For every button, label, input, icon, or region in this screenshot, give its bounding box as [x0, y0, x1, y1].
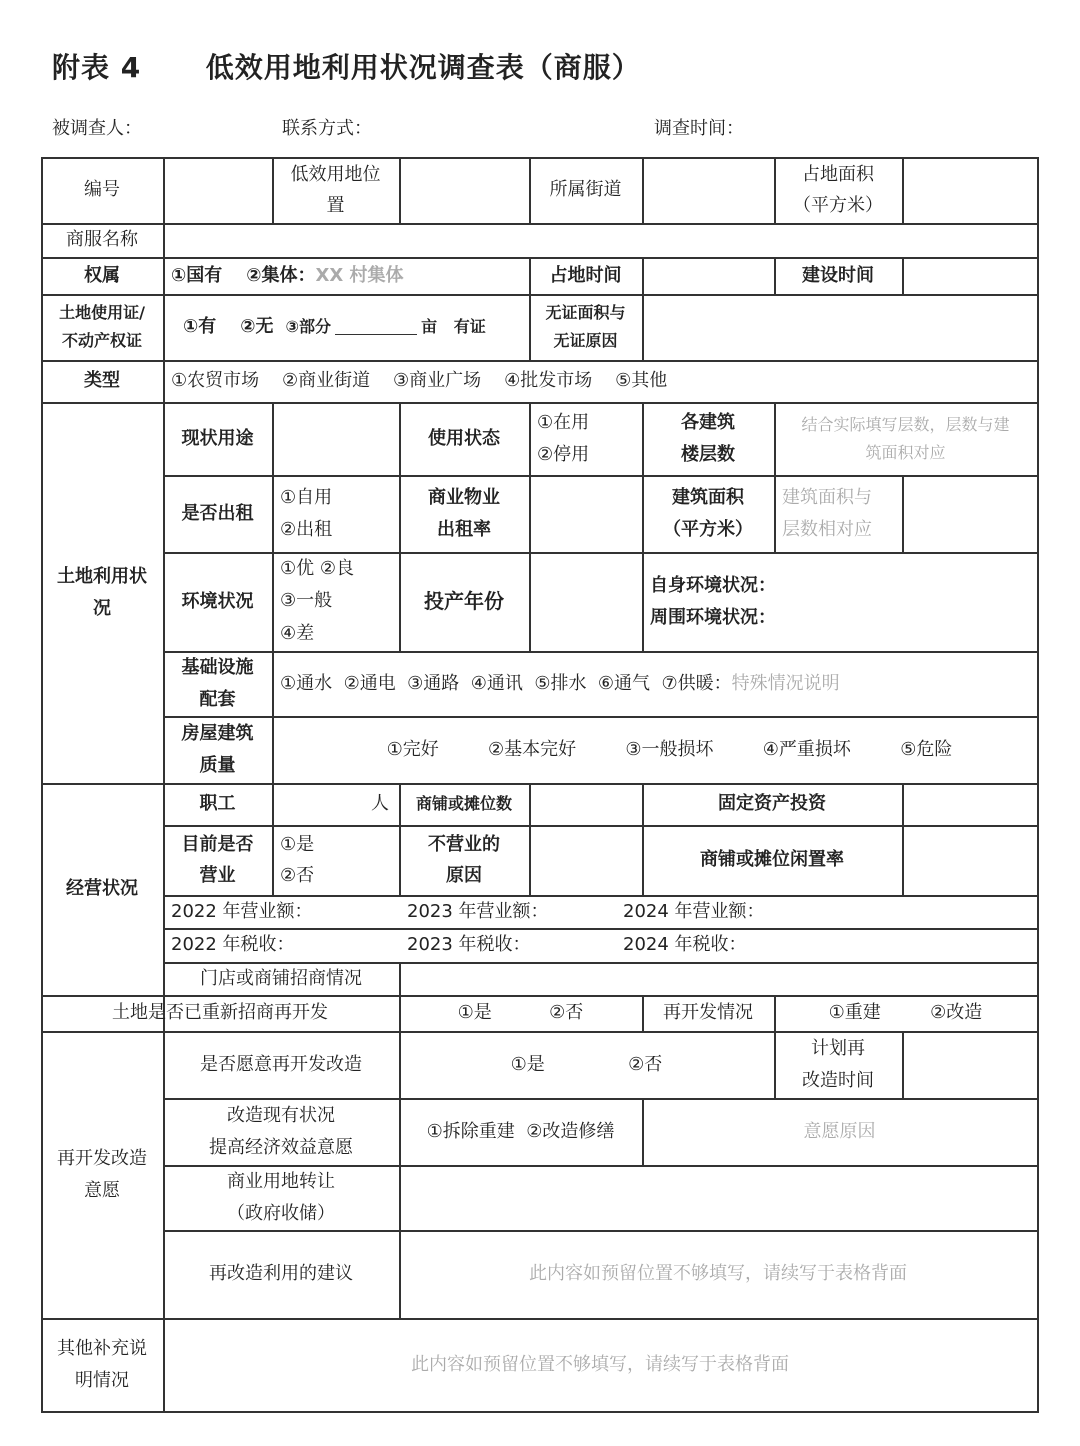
rent-rate-field[interactable] [529, 475, 642, 552]
quality-options[interactable] [272, 716, 1037, 783]
tax-2023[interactable]: 2023 年税收： [407, 934, 531, 956]
plan-time-field[interactable] [902, 1031, 1037, 1098]
floors-hint[interactable]: 结合实际填写层数，层数与建 筑面积对应 [801, 414, 1010, 462]
transfer-field[interactable] [399, 1165, 1037, 1230]
ownership-state[interactable]: ①国有 [171, 264, 223, 286]
env-detail[interactable]: 自身环境状况： 周围环境状况： [650, 575, 776, 628]
street-field[interactable] [642, 157, 774, 223]
infra-options[interactable] [272, 651, 1037, 716]
env-label: 环境状况 [181, 590, 254, 612]
cert-label: 土地使用证/ 不动产权证 [59, 303, 145, 350]
prod-year-label: 投产年份 [424, 589, 504, 613]
occupy-time-field[interactable] [642, 257, 774, 294]
use-status-options[interactable]: ①在用 ②停用 [537, 412, 590, 465]
shops-label: 商铺或摊位数 [415, 794, 512, 813]
cert-no[interactable]: ②无 [240, 316, 274, 338]
leasing-label: 门店或商铺招商情况 [200, 967, 362, 989]
redev-status-options[interactable] [774, 995, 1037, 1031]
asset-label: 固定资产投资 [718, 793, 826, 815]
other-label: 其他补充说 明情况 [57, 1338, 147, 1391]
survey-time-label: 调查时间： [654, 118, 744, 139]
tax-2024[interactable]: 2024 年税收： [623, 934, 747, 956]
infra-opts-text: ①通水 ②通电 ③通路 ④通讯 ⑤排水 ⑥通气 ⑦供暖： [280, 672, 732, 694]
infra-hint: 特殊情况说明 [731, 672, 840, 694]
env-options[interactable]: ①优 ②良 ③一般 ④差 [280, 557, 354, 644]
survey-table [41, 157, 1038, 1411]
build-time-label: 建设时间 [802, 264, 874, 286]
asset-field[interactable] [902, 783, 1037, 825]
transfer-label: 商业用地转让 （政府收储） [227, 1171, 335, 1224]
page-title: 附表 4 低效用地利用状况调查表（商服） [52, 51, 641, 84]
quality-opt4[interactable]: ④严重损坏 [762, 738, 851, 760]
occupy-time-label: 占地时间 [549, 264, 622, 286]
prod-year-field[interactable] [529, 552, 642, 651]
type-options[interactable]: ①农贸市场 ②商业街道 ③商业广场 ④批发市场 ⑤其他 [171, 370, 668, 392]
respondent-label: 被调查人： [52, 118, 142, 139]
staff-field[interactable]: 人 [371, 793, 389, 815]
current-use-label: 现状用途 [181, 427, 254, 449]
willing-no[interactable]: ②否 [628, 1053, 663, 1075]
rented-label: 是否出租 [181, 502, 254, 524]
ownership-hint: XX 村集体 [315, 264, 404, 286]
cert-options[interactable] [163, 294, 529, 360]
quality-opt5[interactable]: ⑤危险 [900, 738, 953, 760]
reason-hint[interactable]: 意愿原因 [803, 1120, 876, 1142]
advice-label: 再改造利用的建议 [209, 1263, 353, 1285]
id-field[interactable] [163, 157, 272, 223]
other-hint[interactable]: 此内容如预留位置不够填写，请续写于表格背面 [411, 1353, 789, 1375]
redev-status-label: 再开发情况 [663, 1002, 753, 1024]
improve-label: 改造现有状况 提高经济效益意愿 [209, 1105, 353, 1158]
redev-question: 土地是否已重新招商再开发 [112, 1002, 328, 1024]
willing-label: 再开发改造 意愿 [57, 1148, 147, 1201]
closed-reason-label: 不营业的 原因 [428, 833, 500, 886]
redev-options[interactable] [399, 995, 642, 1031]
operation-label: 经营状况 [66, 878, 138, 900]
improve-options[interactable]: ①拆除重建 ②改造修缮 [426, 1120, 615, 1142]
redev-rebuild[interactable]: ①重建 [828, 1002, 881, 1024]
quality-label: 房屋建筑 质量 [181, 723, 254, 776]
biz-name-field[interactable] [163, 223, 1037, 257]
street-label: 所属街道 [549, 179, 622, 201]
floors-label: 各建筑 楼层数 [681, 412, 735, 465]
nocert-field[interactable] [642, 294, 1037, 360]
redev-yes[interactable]: ①是 [457, 1002, 492, 1024]
redev-renovate[interactable]: ②改造 [930, 1002, 983, 1024]
quality-opt3[interactable]: ③一般损坏 [625, 738, 714, 760]
build-time-field[interactable] [902, 257, 1037, 294]
build-area-field[interactable] [902, 475, 1037, 552]
plan-time-label: 计划再 改造时间 [802, 1038, 874, 1091]
open-label: 目前是否 营业 [181, 833, 254, 886]
build-area-hint[interactable]: 建筑面积与 层数相对应 [782, 487, 872, 540]
quality-opt2[interactable]: ②基本完好 [488, 738, 577, 760]
vacancy-field[interactable] [902, 825, 1037, 895]
willing-yes[interactable]: ①是 [510, 1053, 545, 1075]
rented-options[interactable]: ①自用 ②出租 [280, 487, 333, 540]
rent-rate-label: 商业物业 出租率 [428, 487, 500, 540]
quality-opt1[interactable]: ①完好 [386, 738, 439, 760]
contact-label: 联系方式： [282, 118, 372, 139]
cert-partial[interactable]: ③部分 [285, 317, 332, 336]
cert-partial-blank[interactable] [335, 320, 417, 335]
land-use-label: 土地利用状 况 [57, 566, 147, 619]
cert-unit: 亩 有证 [421, 317, 486, 336]
nocert-label: 无证面积与 无证原因 [545, 303, 626, 350]
redev-no[interactable]: ②否 [549, 1002, 584, 1024]
id-label: 编号 [84, 179, 120, 201]
ownership-label: 权属 [84, 264, 120, 286]
use-status-label: 使用状态 [428, 427, 500, 449]
infra-label: 基础设施 配套 [181, 657, 254, 710]
ownership-collective[interactable]: ②集体： [246, 264, 316, 286]
area-label: 占地面积 （平方米） [793, 163, 883, 216]
type-label: 类型 [84, 370, 120, 392]
revenue-2022[interactable]: 2022 年营业额： [171, 900, 313, 922]
location-label: 低效用地位 置 [290, 163, 381, 216]
ownership-options[interactable] [163, 257, 529, 294]
open-options[interactable]: ①是 ②否 [280, 833, 315, 886]
staff-label: 职工 [199, 793, 236, 815]
current-use-field[interactable] [272, 402, 399, 475]
tax-2022[interactable]: 2022 年税收： [171, 934, 295, 956]
shops-field[interactable] [529, 783, 642, 825]
revenue-2023[interactable]: 2023 年营业额： [407, 900, 549, 922]
cert-yes[interactable]: ①有 [183, 316, 217, 338]
vacancy-label: 商铺或摊位闲置率 [700, 849, 844, 871]
revenue-2024[interactable]: 2024 年营业额： [623, 900, 765, 922]
willing-options[interactable] [399, 1031, 774, 1098]
biz-name-label: 商服名称 [66, 229, 138, 251]
advice-hint[interactable]: 此内容如预留位置不够填写，请续写于表格背面 [529, 1263, 907, 1285]
location-field[interactable] [399, 157, 529, 223]
leasing-field[interactable] [399, 962, 1037, 995]
closed-reason-field[interactable] [529, 825, 642, 895]
willing-question: 是否愿意再开发改造 [200, 1053, 362, 1075]
build-area-label: 建筑面积 （平方米） [663, 487, 753, 540]
area-field[interactable] [902, 157, 1037, 223]
